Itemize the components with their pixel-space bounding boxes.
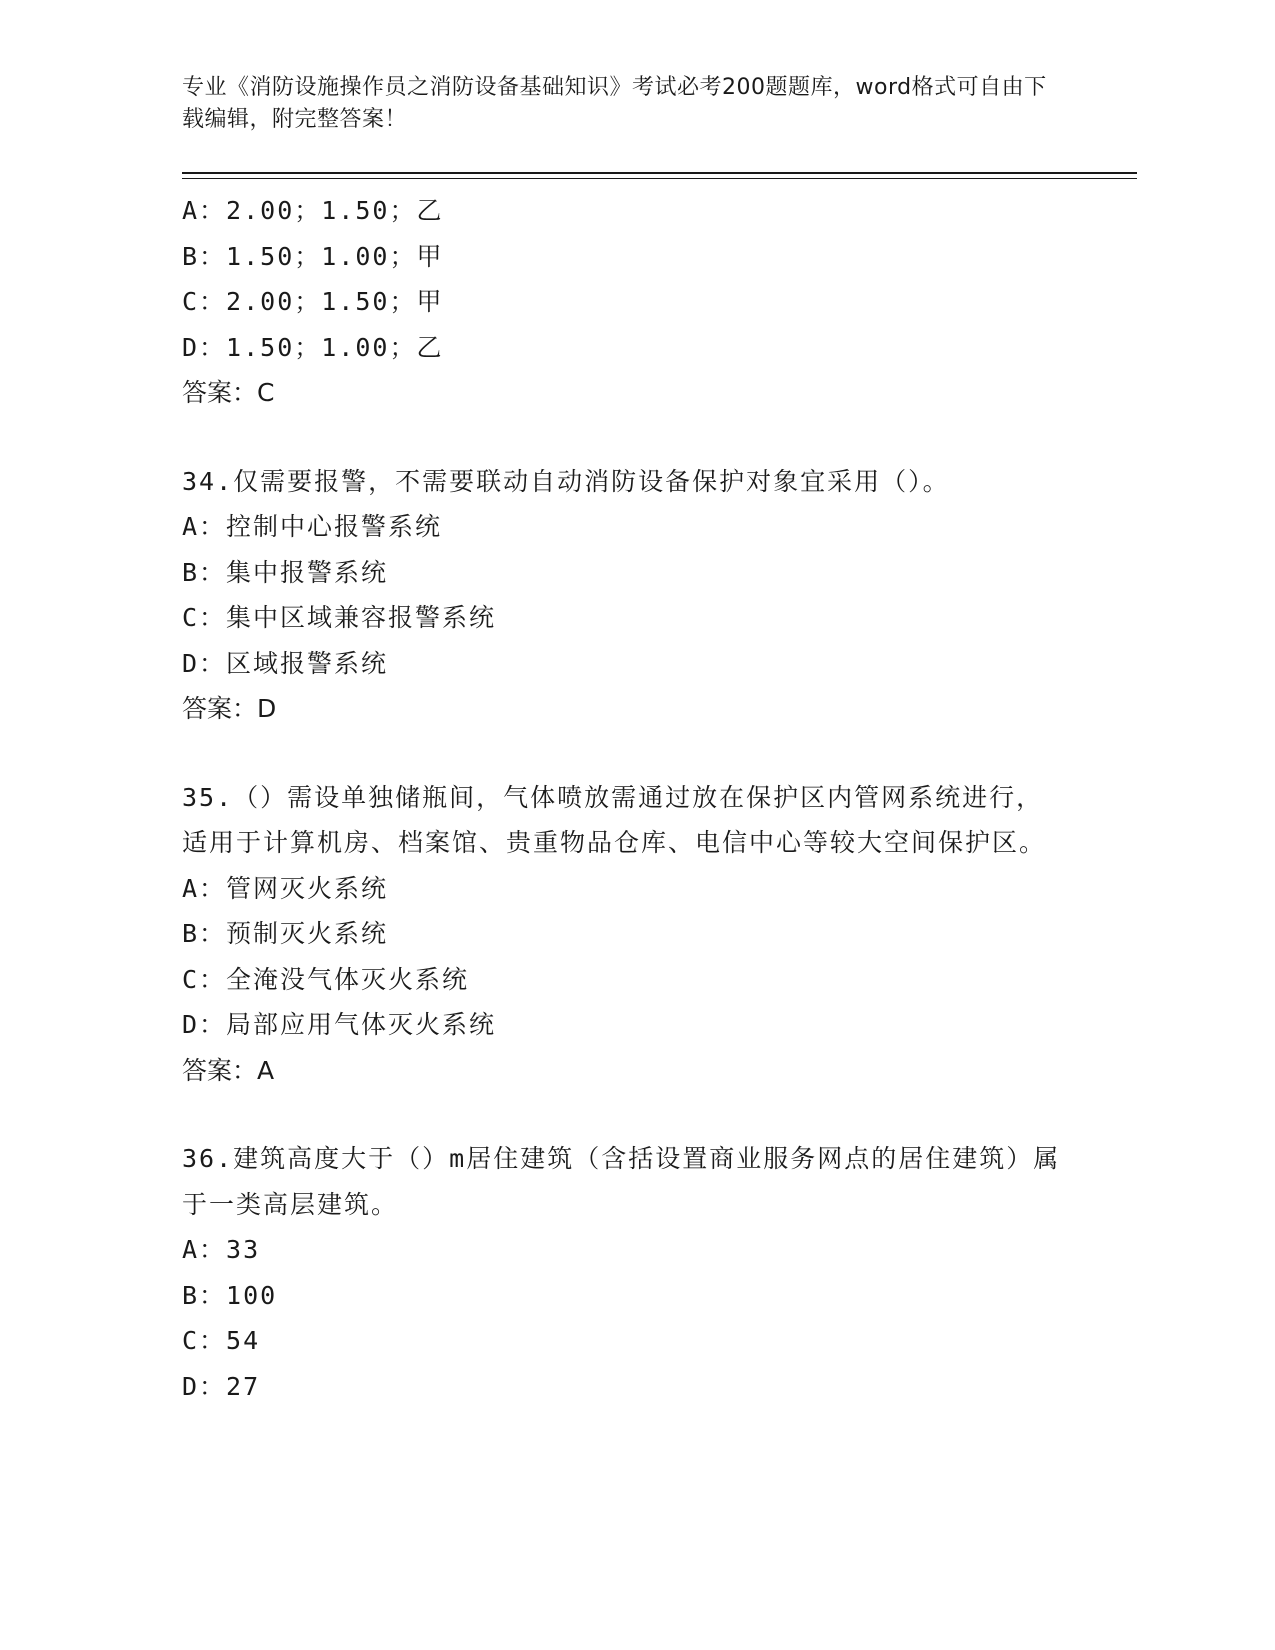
spacer — [182, 1093, 1082, 1136]
spacer — [182, 732, 1082, 775]
question-34 — [182, 459, 1082, 732]
answer: 答案：D — [182, 694, 277, 723]
question-36 — [182, 1136, 1082, 1409]
question-33 — [182, 188, 1082, 416]
option-b: B：1.50；1.00；甲 — [182, 241, 444, 271]
option-d: D：区域报警系统 — [182, 648, 389, 678]
question-text: 36.建筑高度大于（）m居住建筑（含括设置商业服务网点的居住建筑）属于一类高层建筑。 — [182, 1144, 1061, 1219]
option-c: C：集中区域兼容报警系统 — [182, 603, 497, 632]
answer: 答案：C — [182, 378, 275, 407]
header-rule-thick — [182, 172, 1137, 174]
question-text: 35.（）需设单独储瓶间，气体喷放需通过放在保护区内管网系统进行，适用于计算机房、档案馆、贵重物品仓库、电信中心等较大空间保护区。 — [182, 782, 1047, 857]
option-b: B：100 — [182, 1280, 278, 1310]
option-d: D：1.50；1.00；乙 — [182, 332, 444, 362]
question-content — [182, 188, 1082, 1409]
header-rule-thin — [182, 178, 1137, 179]
option-c: C：2.00；1.50；甲 — [182, 287, 444, 316]
spacer — [182, 416, 1082, 459]
page-header: 专业《消防设施操作员之消防设备基础知识》考试必考200题题库，word格式可自由下载编辑，附完整答案！ — [182, 75, 1047, 132]
answer: 答案：A — [182, 1055, 275, 1085]
question-35 — [182, 775, 1082, 1094]
option-a: A：控制中心报警系统 — [182, 512, 443, 541]
option-a: A：33 — [182, 1235, 261, 1264]
option-d: D：27 — [182, 1371, 261, 1401]
option-b: B：集中报警系统 — [182, 557, 389, 587]
option-d: D：局部应用气体灭火系统 — [182, 1010, 497, 1039]
option-a: A：2.00；1.50；乙 — [182, 196, 444, 225]
question-text: 34.仅需要报警，不需要联动自动消防设备保护对象宜采用（）。 — [182, 466, 950, 496]
option-a: A：管网灭火系统 — [182, 873, 389, 903]
option-c: C：全淹没气体灭火系统 — [182, 964, 470, 994]
option-c: C：54 — [182, 1326, 261, 1355]
option-b: B：预制灭火系统 — [182, 919, 389, 948]
